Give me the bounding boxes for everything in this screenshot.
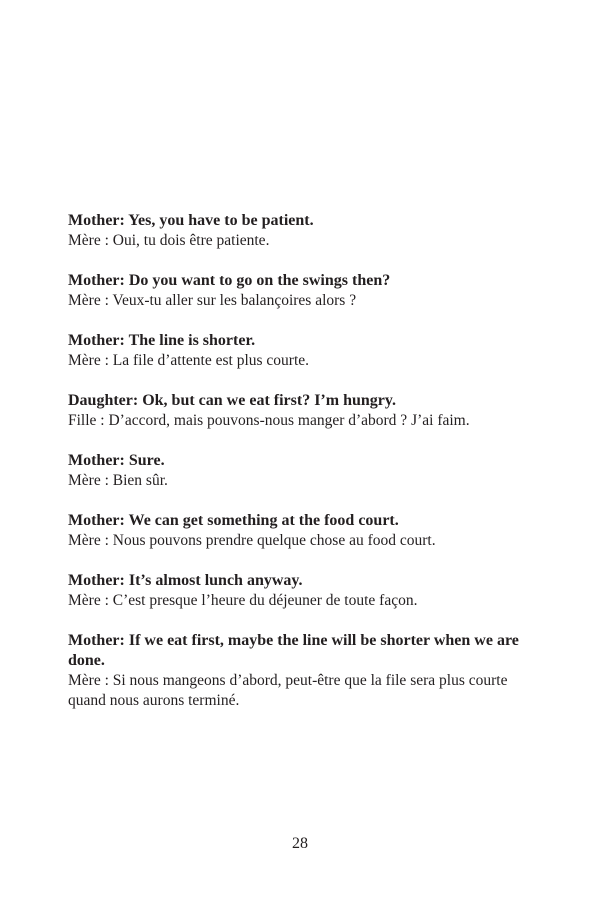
dialogue-entry	[68, 571, 538, 611]
english-line: Mother: Yes, you have to be patient.	[68, 212, 314, 229]
french-translation: Mère : Si nous mangeons d’abord, peut-être que la file sera plus courte quand nous aurons terminé.	[68, 672, 508, 709]
dialogue-entry	[68, 331, 538, 371]
dialogue-entry	[68, 631, 538, 711]
dialogue-entry	[68, 211, 538, 251]
english-line: Mother: The line is shorter.	[68, 332, 256, 349]
english-line: Daughter: Ok, but can we eat first? I’m hungry.	[68, 392, 396, 409]
english-line: Mother: Sure.	[68, 452, 165, 469]
english-line: Mother: It’s almost lunch anyway.	[68, 572, 303, 589]
english-line: Mother: Do you want to go on the swings then?	[68, 272, 391, 289]
page-number: 28	[292, 835, 308, 852]
english-line: Mother: If we eat first, maybe the line will be shorter when we are done.	[68, 632, 519, 669]
french-translation: Mère : Oui, tu dois être patiente.	[68, 232, 270, 249]
french-translation: Mère : Veux-tu aller sur les balançoires alors ?	[68, 292, 357, 309]
dialogue-entry	[68, 271, 538, 311]
dialogue-entry	[68, 391, 538, 431]
french-translation: Mère : Nous pouvons prendre quelque chose au food court.	[68, 532, 436, 549]
dialogue-entry	[68, 511, 538, 551]
french-translation: Mère : C’est presque l’heure du déjeuner de toute façon.	[68, 592, 418, 609]
dialogue-entry	[68, 451, 538, 491]
french-translation: Fille : D’accord, mais pouvons-nous manger d’abord ? J’ai faim.	[68, 412, 470, 429]
french-translation: Mère : La file d’attente est plus courte.	[68, 352, 310, 369]
french-translation: Mère : Bien sûr.	[68, 472, 168, 489]
dialogue-list	[68, 211, 538, 711]
english-line: Mother: We can get something at the food court.	[68, 512, 399, 529]
